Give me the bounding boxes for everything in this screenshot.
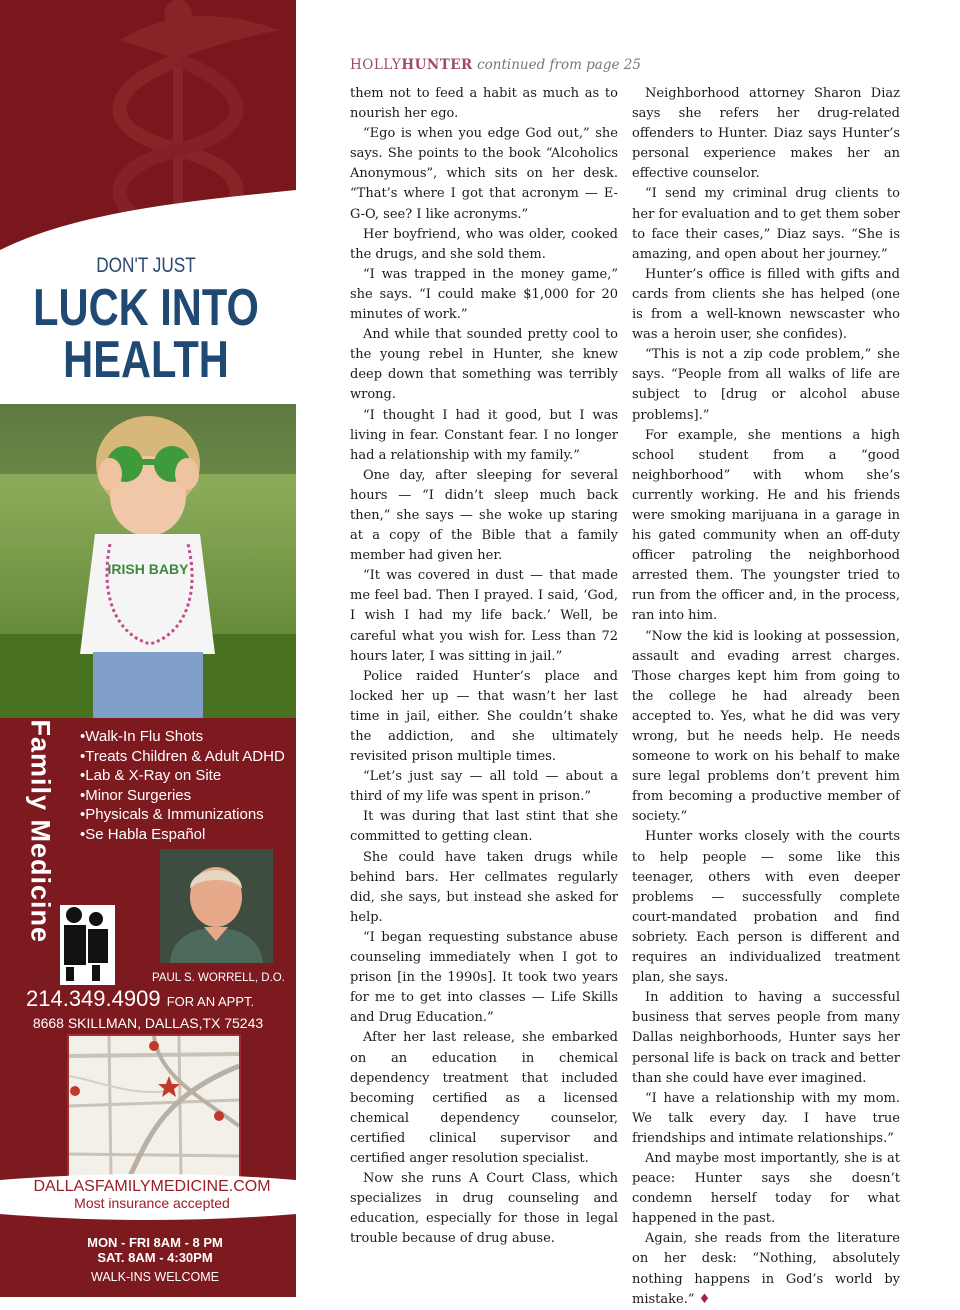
paragraph: “Ego is when you edge God out,” she says. She points to the book “Alcoholics Anonymous”, which sits on her desk. “That’s where I got that acronym — E-G-O, see? I like acronyms.” [350, 126, 618, 222]
ad-tagline-line-2: HEALTH [63, 331, 229, 389]
paragraph: For example, she mentions a high school student from a “good neighborhood” with whom she’s currently working. He and his friends were smoking marijuana in a garage in his gated community when an off-duty officer patroling the neighborhood arrested them. The youngster tried to run from the officer and, in the process, ran into him. [632, 427, 900, 624]
paragraph: It was during that last stint that she committed to getting clean. [350, 809, 618, 845]
article-column-1 [350, 84, 618, 1249]
paragraph: “Now the kid is looking at possession, assault and evading arrest charges. Those charges kept him from going to the college he had already been accepted to. Yes, what he did was very wrong, but he needs help. He needs someone to work on his behalf to make sure legal problems don’t prevent him from becoming a productive member of society.” [632, 628, 900, 825]
paragraph: “I send my criminal drug clients to her for evaluation and to get them sober to face their cases,” Diaz says. “She is amazing, and open about her journey.” [632, 186, 900, 262]
paragraph: “This is not a zip code problem,” she says. “People from all walks of life are subject to [drug or alcohol abuse problems].” [632, 347, 900, 423]
paragraph: them not to feed a habit as much as to nourish her ego. [350, 86, 618, 122]
kicker-name-first: HOLLY [350, 57, 402, 73]
article-column-2 [632, 84, 900, 1310]
insurance-note: Most insurance accepted [74, 1195, 230, 1211]
paragraph: She could have taken drugs while behind bars. Her cellmates regularly did, she says, but instead she asked for help. [350, 849, 618, 925]
phone-suffix: FOR AN APPT. [166, 994, 255, 1009]
kicker-name-last: HUNTER [401, 57, 473, 73]
ad-tagline-line-1: LUCK INTO [33, 279, 259, 337]
walk-ins-note: WALK-INS WELCOME [90, 1270, 220, 1284]
paragraph: And while that sounded pretty cool to the young rebel in Hunter, she knew deep down that something was terribly wrong. [350, 327, 618, 403]
end-mark-icon: ♦ [698, 1291, 711, 1307]
paragraph: One day, after sleeping for several hours — “I didn’t sleep much back then,” she says — she woke up staring at a copy of the Bible that a family member had given her. [350, 467, 618, 564]
location-map [67, 1034, 241, 1180]
paragraph: “I was trapped in the money game,” she says. “I could make $1,000 for 20 minutes of work.” [350, 266, 618, 323]
family-medicine-ad: DON'T JUST LUCK INTO HEALTH IRISH BABY Family Medicine • Walk-In Flu Shots • Treats Children & Adult ADHD • Lab & X-Ray on Site • Minor Surgeries • Physicals & Immunizations • Se Habla Español PAUL S. WORRELL, D.O. 214.349.4909 FOR AN APPT. 8668 SKILLMAN, DALLAS,TX 75243 DALLASFAMILYMEDICINE.COM Most insurance accepted MON - FRI 8AM - 8 PM SAT. 8AM - 4:30PM WALK-INS WELCOME [0, 0, 296, 1297]
clinic-address: 8668 SKILLMAN, DALLAS,TX 75243 [32, 1015, 264, 1031]
kicker-continued: continued from page 25 [477, 57, 641, 73]
paragraph-text: Again, she reads from the literature on her desk: “Nothing, absolutely nothing happens in God’s world by mistake.” [632, 1231, 900, 1307]
service-item: • Treats Children & Adult ADHD [80, 747, 285, 767]
hours-weekday: MON - FRI 8AM - 8 PM [87, 1235, 223, 1250]
family-logo-icon [60, 905, 115, 985]
paragraph: Police raided Hunter’s place and locked her up — that wasn’t her last time in jail, either. She couldn’t shake the addiction, and she ultimately revisited prison multiple times. [350, 668, 618, 765]
paragraph: Hunter works closely with the courts to help people — some like this teenager, others with even deeper problems — successfully complete court-mandated probation and find sobriety. Each person is different and requires an individualized treatment plan, she says. [632, 829, 900, 986]
service-item: • Minor Surgeries [80, 786, 285, 806]
paragraph: “I began requesting substance abuse counseling immediately when I got to prison [in the 1990s]. It took two years for me to get into classes — Life Skills and Drug Education.” [350, 929, 618, 1026]
ad-tagline-big [29, 279, 263, 389]
service-item: • Lab & X-Ray on Site [80, 766, 285, 786]
paragraph: “It was covered in dust — that made me feel bad. Then I prayed. I said, ‘God, I wish I had my life back.’ Well, be careful what you wish for. Less than 72 hours later, I was sitting in jail.” [350, 568, 618, 664]
hours-saturday: SAT. 8AM - 4:30PM [97, 1250, 213, 1265]
paragraph: Her boyfriend, who was older, cooked the drugs, and she sold them. [350, 226, 618, 262]
paragraph-last [632, 1229, 900, 1309]
paragraph: “I have a relationship with my mom. We talk every day. I have true friendships and intimate relationships.” [632, 1090, 900, 1146]
service-item: • Walk-In Flu Shots [80, 727, 285, 747]
child-with-shamrock-glasses-photo [0, 404, 296, 718]
paragraph: “Let’s just say — all told — about a third of my life was spent in prison.” [350, 769, 618, 805]
paragraph: And maybe most importantly, she is at peace: Hunter says she doesn’t condemn herself today for what happened in the past. [632, 1150, 900, 1227]
paragraph: Hunter’s office is filled with gifts and cards from clients she has helped (one is from a well-known newscaster who was a heroin user, she confides). [632, 266, 900, 343]
clinic-website: DALLASFAMILYMEDICINE.COM [33, 1178, 271, 1195]
service-item: • Se Habla Español [80, 825, 285, 845]
services-list [80, 727, 285, 844]
shirt-text: IRISH BABY [107, 561, 189, 577]
paragraph: “I thought I had it good, but I was living in fear. Constant fear. I no longer had a relationship with my family.” [350, 407, 618, 463]
paragraph: In addition to having a successful business that serves people from many Dallas neighborhoods, Hunter says her personal life is back on track and better than she could have ever imagined. [632, 990, 900, 1086]
doctor-portrait-photo [160, 849, 273, 963]
service-item: • Physicals & Immunizations [80, 805, 285, 825]
ad-tagline-small: DON'T JUST [96, 254, 196, 277]
doctor-name: PAUL S. WORRELL, D.O. [152, 972, 285, 984]
phone-number [26, 986, 254, 1012]
paragraph: Now she runs A Court Class, which specializes in drug counseling and education, especially for those in legal trouble because of drug abuse. [350, 1171, 618, 1247]
paragraph: After her last release, she embarked on an education in chemical dependency treatment that included becoming certified as a licensed chemical dependency counselor, certified clinical supervisor and certified anger resolution specialist. [350, 1030, 618, 1166]
continued-kicker [350, 57, 641, 73]
office-hours [0, 1235, 296, 1265]
phone-digits: 214.349.4909 [26, 986, 161, 1011]
paragraph: Neighborhood attorney Sharon Diaz says she refers her drug-related offenders to Hunter. Diaz says Hunter’s personal experience makes her an effective counselor. [632, 86, 900, 182]
